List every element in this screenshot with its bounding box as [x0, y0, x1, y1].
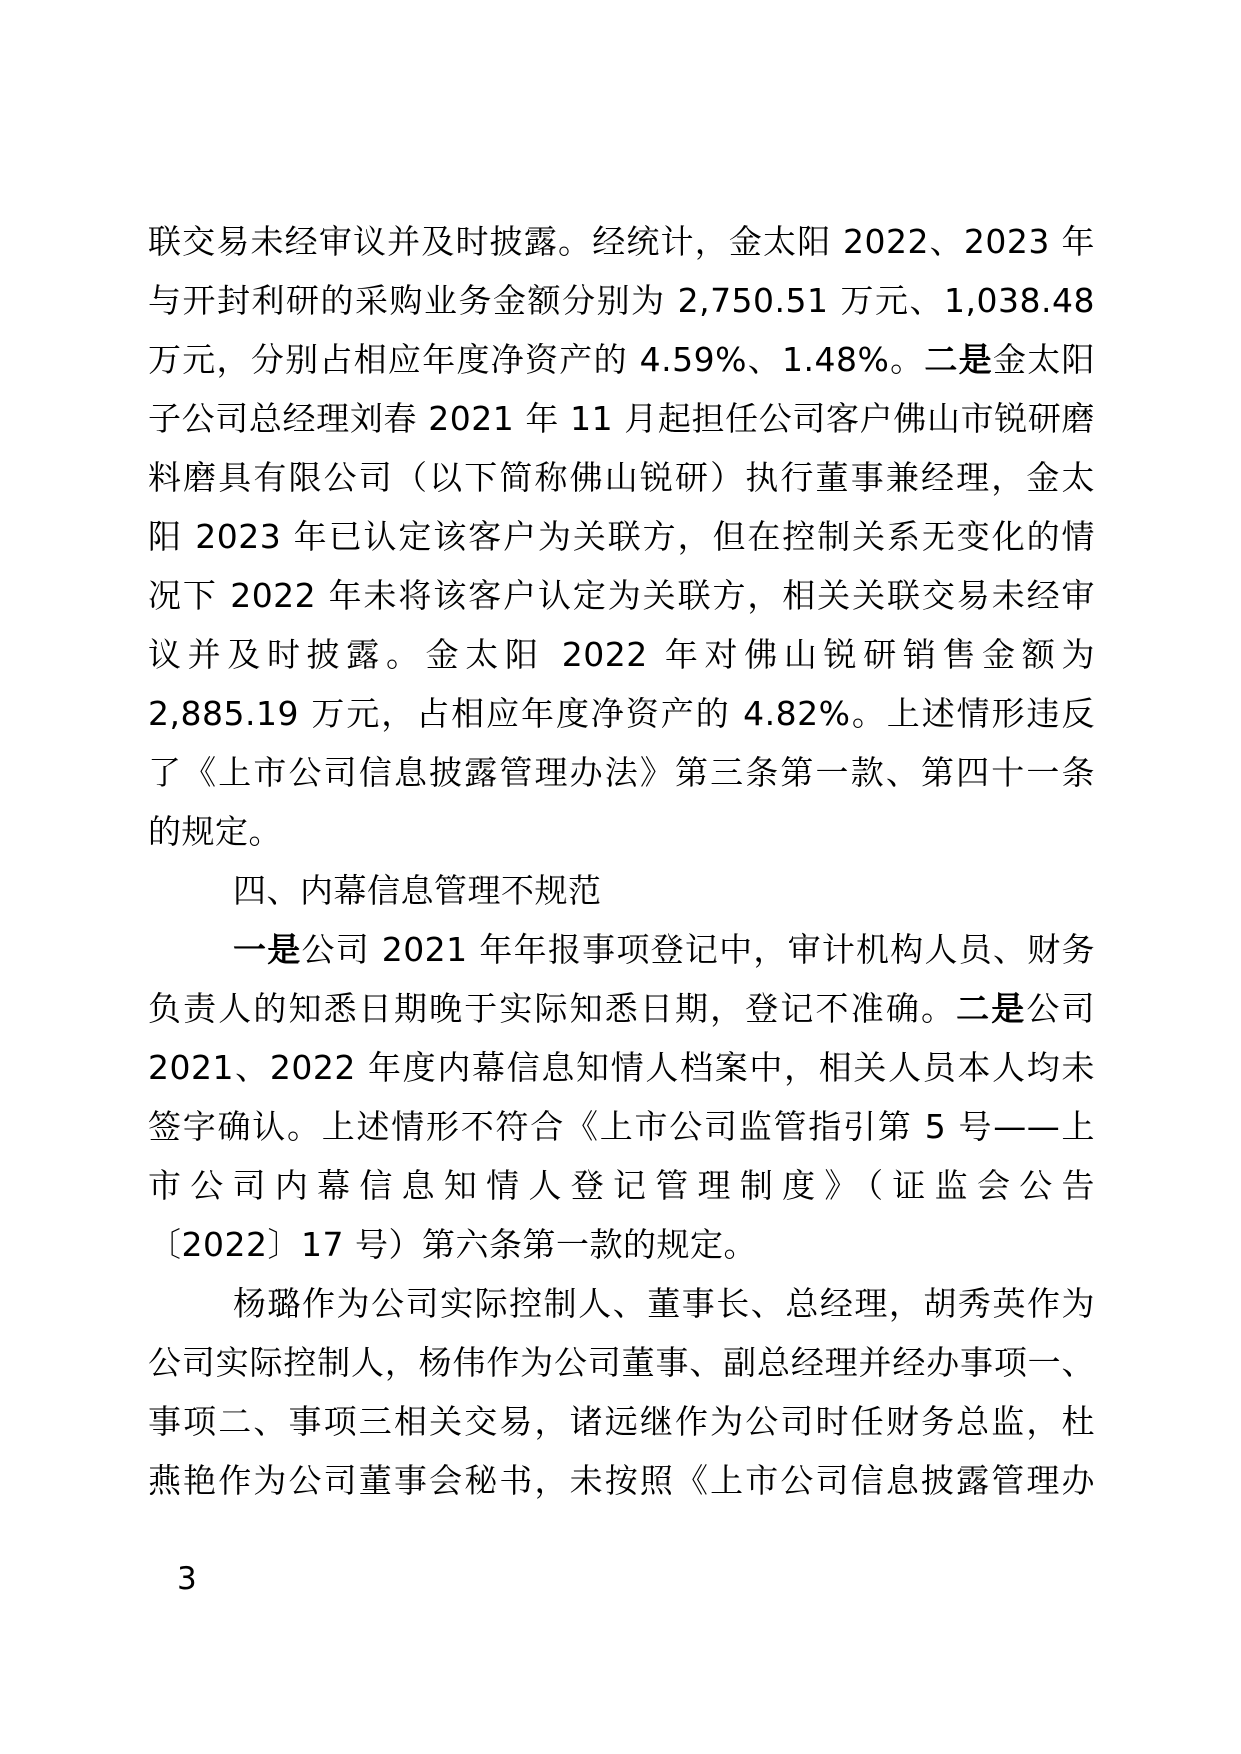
- text-line: [148, 743, 1095, 802]
- text-segment: 万元，分别占相应年度净资产的 4.59%、1.48%。: [148, 340, 925, 379]
- text-line: [148, 271, 1095, 330]
- text-segment: 况下 2022 年未将该客户认定为关联方，相关关联交易未经审: [148, 576, 1095, 615]
- text-segment: 了《上市公司信息披露管理办法》第三条第一款、第四十一条: [148, 753, 1095, 792]
- text-segment: 的规定。: [148, 812, 282, 851]
- text-line: [148, 1156, 1095, 1215]
- text-segment: 2,885.19 万元，占相应年度净资产的 4.82%。上述情形违反: [148, 694, 1095, 733]
- text-line: [148, 1215, 1095, 1274]
- text-segment: 阳 2023 年已认定该客户为关联方，但在控制关系无变化的情: [148, 517, 1095, 556]
- text-line: [148, 1392, 1095, 1451]
- section-heading: [148, 861, 1095, 920]
- text-segment: 议并及时披露。金太阳 2022 年对佛山锐研销售金额为: [148, 635, 1095, 674]
- text-line: [148, 448, 1095, 507]
- text-line: [148, 802, 1095, 861]
- text-segment: 燕艳作为公司董事会秘书，未按照《上市公司信息披露管理办: [148, 1461, 1095, 1500]
- text-line: [148, 212, 1095, 271]
- text-line: [148, 1451, 1095, 1510]
- text-segment: 公司 2021 年年报事项登记中，审计机构人员、财务: [301, 930, 1095, 969]
- text-segment: 2021、2022 年度内幕信息知情人档案中，相关人员本人均未: [148, 1048, 1095, 1087]
- text-segment: 〔2022〕17 号）第六条第一款的规定。: [148, 1225, 757, 1264]
- document-body: [148, 212, 1095, 1510]
- text-segment: 料磨具有限公司（以下简称佛山锐研）执行董事兼经理，金太: [148, 458, 1095, 497]
- text-line: [148, 566, 1095, 625]
- text-segment: 杨璐作为公司实际控制人、董事长、总经理，胡秀英作为: [233, 1284, 1095, 1323]
- text-segment: 四、内幕信息管理不规范: [233, 871, 602, 910]
- text-line: [148, 979, 1095, 1038]
- text-segment: 联交易未经审议并及时披露。经统计，金太阳 2022、2023 年: [148, 222, 1095, 261]
- text-segment: 签字确认。上述情形不符合《上市公司监管指引第 5 号——上: [148, 1107, 1095, 1146]
- text-segment: 公司实际控制人，杨伟作为公司董事、副总经理并经办事项一、: [148, 1343, 1095, 1382]
- text-segment: 事项二、事项三相关交易，诸远继作为公司时任财务总监，杜: [148, 1402, 1095, 1441]
- text-segment: 子公司总经理刘春 2021 年 11 月起担任公司客户佛山市锐研磨: [148, 399, 1095, 438]
- text-line: [148, 920, 1095, 979]
- text-segment: 负责人的知悉日期晚于实际知悉日期，登记不准确。: [148, 989, 957, 1028]
- text-line: [148, 625, 1095, 684]
- text-segment-bold: 二是: [956, 989, 1027, 1028]
- text-line: [148, 330, 1095, 389]
- text-segment: 公司: [1026, 989, 1096, 1028]
- text-line: [148, 684, 1095, 743]
- text-line: [148, 1097, 1095, 1156]
- text-line: [148, 1333, 1095, 1392]
- text-segment: 与开封利研的采购业务金额分别为 2,750.51 万元、1,038.48: [148, 281, 1095, 320]
- text-segment-bold: 一是: [233, 930, 302, 969]
- text-line: [148, 1038, 1095, 1097]
- text-line: [148, 1274, 1095, 1333]
- text-segment-bold: 二是: [924, 340, 993, 379]
- text-segment: 金太阳: [992, 340, 1096, 379]
- text-line: [148, 507, 1095, 566]
- page-number: 3: [177, 1561, 197, 1597]
- text-segment: 市公司内幕信息知情人登记管理制度》（证监会公告: [148, 1166, 1095, 1205]
- text-line: [148, 389, 1095, 448]
